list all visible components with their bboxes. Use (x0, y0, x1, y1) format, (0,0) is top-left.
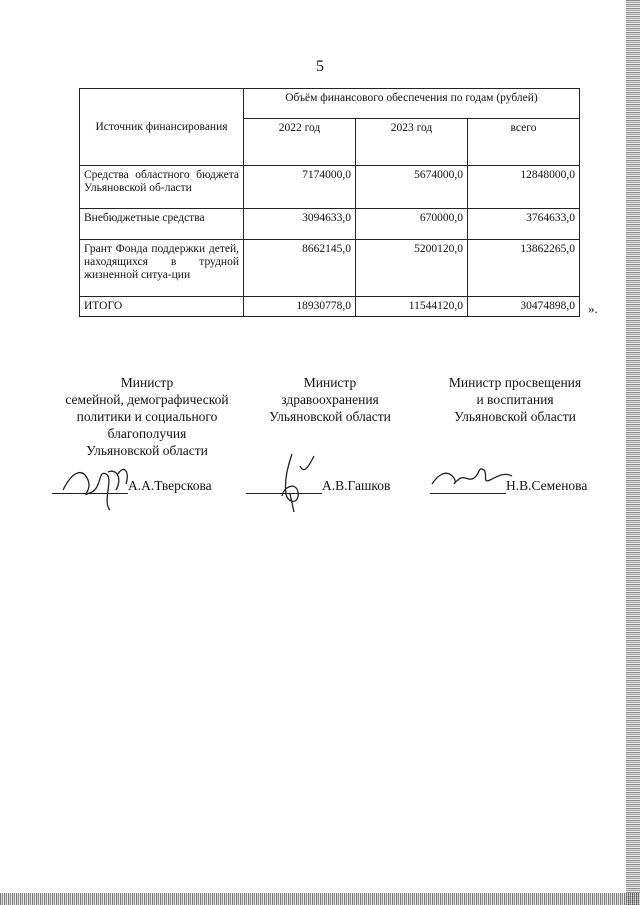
closing-quote: ». (588, 301, 598, 316)
title-line: политики и социального (76, 409, 218, 424)
row-source: ИТОГО (80, 297, 244, 317)
financing-table (79, 88, 580, 317)
cell-2023: 11544120,0 (356, 297, 468, 317)
signatory-name: А.В.Гашков (322, 478, 391, 493)
signatory-3-title (430, 374, 600, 425)
cell-2023: 5200120,0 (356, 240, 468, 297)
title-line: и воспитания (476, 392, 554, 407)
cell-2022: 3094633,0 (244, 209, 356, 240)
signatory-name: Н.В.Семенова (506, 478, 588, 493)
signatory-name: А.А.Тверскова (128, 478, 212, 493)
signature-1-handwritten (58, 450, 148, 520)
table-header-row (80, 89, 580, 119)
signature-3-handwritten (428, 462, 518, 492)
row-source: Средства областного бюджета Ульяновской об-ласти (80, 166, 244, 209)
row-source: Внебюджетные средства (80, 209, 244, 240)
cell-2022: 7174000,0 (244, 166, 356, 209)
title-line: Министр (303, 375, 357, 390)
signatory-1-title (52, 374, 242, 459)
scan-edge-bottom (0, 893, 640, 905)
scan-edge-right (626, 0, 640, 905)
header-volume: Объём финансового обеспечения по годам (рублей) (244, 89, 580, 119)
cell-2023: 670000,0 (356, 209, 468, 240)
title-line: семейной, демографической (65, 392, 229, 407)
title-line: Ульяновской области (86, 443, 208, 458)
table-row (80, 166, 580, 209)
table-row (80, 209, 580, 240)
cell-total: 3764633,0 (468, 209, 580, 240)
cell-2022: 8662145,0 (244, 240, 356, 297)
title-line: Министр просвещения (448, 375, 582, 390)
title-line: благополучия (107, 426, 187, 441)
signature-2-handwritten (270, 446, 330, 516)
signatory-2-title (250, 374, 410, 425)
header-year-2022: 2022 год (244, 119, 356, 166)
title-line: Ульяновской области (454, 409, 576, 424)
table-row (80, 240, 580, 297)
page-number: 5 (316, 58, 324, 75)
title-line: здравоохранения (281, 392, 379, 407)
header-total: всего (468, 119, 580, 166)
cell-total: 12848000,0 (468, 166, 580, 209)
title-line: Ульяновской области (269, 409, 391, 424)
table-row-total (80, 297, 580, 317)
cell-2023: 5674000,0 (356, 166, 468, 209)
header-source: Источник финансирования (80, 89, 244, 166)
row-source: Грант Фонда поддержки детей, находящихся в трудной жизненной ситуа-ции (80, 240, 244, 297)
header-year-2023: 2023 год (356, 119, 468, 166)
cell-total: 30474898,0 (468, 297, 580, 317)
title-line: Министр (120, 375, 174, 390)
cell-total: 13862265,0 (468, 240, 580, 297)
cell-2022: 18930778,0 (244, 297, 356, 317)
